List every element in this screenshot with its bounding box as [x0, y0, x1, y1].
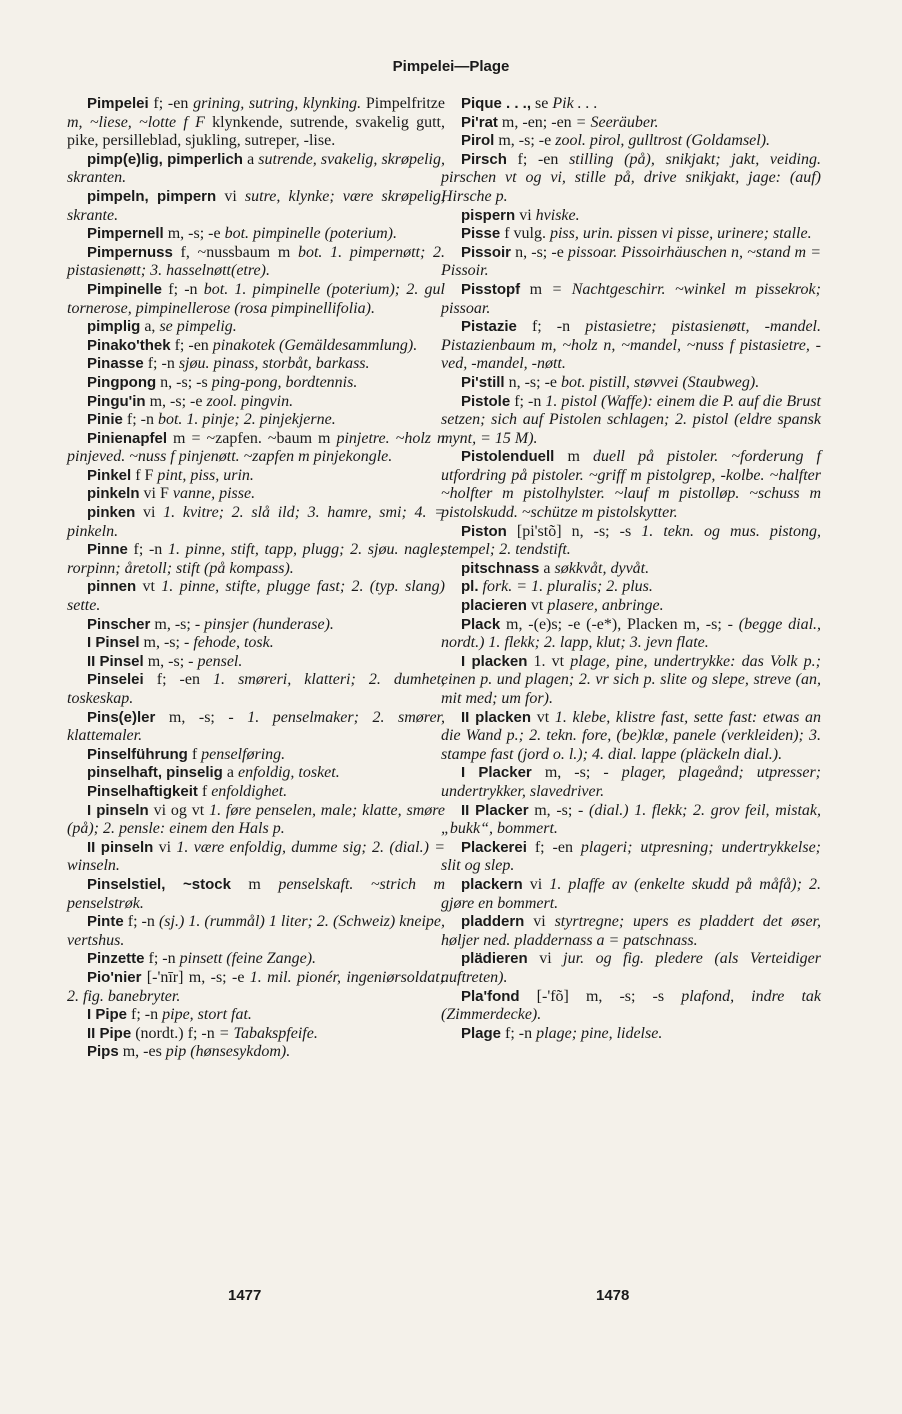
entry-translation: (sj.) 1. (rummål) 1 liter; 2. (Schweiz) kneipe, vertshus.	[67, 913, 445, 949]
entry-grammar: f; -en	[143, 671, 214, 689]
entry-headword: pladdern	[461, 913, 525, 931]
entry-grammar: a	[242, 150, 259, 168]
dictionary-entry	[441, 207, 821, 226]
entry-translation: pip (hønsesykdom).	[165, 1043, 291, 1061]
entry-grammar: m, -s; -e	[494, 132, 556, 150]
entry-grammar: f; -n	[123, 913, 159, 931]
entry-headword: II Pinsel	[87, 652, 144, 670]
dictionary-entry	[67, 950, 445, 969]
dictionary-entry	[441, 244, 821, 281]
entry-grammar: m, -s; -	[139, 634, 194, 652]
dictionary-entry	[67, 244, 445, 281]
entry-headword: pinselhaft, pinselig	[87, 764, 223, 782]
dictionary-entry	[441, 393, 821, 449]
entry-grammar: se	[531, 95, 553, 112]
entry-translation: pinsjer (hunderase).	[204, 615, 334, 633]
entry-translation: 1. føre penselen, male; klatte, smøre (på); 2. pensle: einem den Hals p.	[67, 801, 446, 838]
entry-translation: enfoldighet.	[211, 782, 288, 800]
entry-grammar: m, -s; -	[531, 764, 622, 782]
dictionary-entry	[67, 969, 445, 1006]
entry-headword: Pinienapfel	[87, 429, 168, 447]
entry-grammar: vi	[524, 913, 555, 931]
entry-headword: Piston	[461, 522, 507, 540]
entry-grammar: vi	[515, 206, 536, 224]
entry-grammar: m, -(e)s; -e (-e*), Placken m, -s; -	[500, 615, 739, 633]
entry-headword: pimplig	[87, 318, 141, 336]
entry-grammar: vi	[527, 950, 564, 968]
entry-headword: Pinako'thek	[87, 336, 171, 354]
entry-headword: pimpeln, pimpern	[87, 187, 217, 205]
entry-grammar: [-'fõ] m, -s; -s	[519, 987, 682, 1005]
entry-grammar: [pi'stõ] n, -s; -s	[506, 522, 642, 540]
entry-headword: Pingu'in	[87, 392, 146, 410]
entry-grammar: a	[539, 559, 555, 577]
dictionary-entry	[441, 281, 821, 318]
entry-headword: pinkeln	[87, 485, 140, 503]
dictionary-entry	[67, 504, 445, 541]
entry-translation: søkkvåt, dyvåt.	[554, 559, 650, 577]
dictionary-entry	[67, 1006, 445, 1025]
entry-headword: Pimpernell	[87, 225, 164, 243]
dictionary-entry	[441, 709, 821, 765]
dictionary-entry	[441, 764, 821, 801]
entry-translation: jur. og fig. pledere (als Verteidiger auftreten).	[441, 950, 822, 986]
entry-translation: duell på pistoler. ~forderung f utfordring på pistoler. ~griff m pistolgrep, -kolbe. ~halfter ~holfter m pistolhylster. ~lauf m pistolløp. ~schuss m pistolskudd. ~schütze m pistolskytter.	[441, 448, 821, 522]
dictionary-entry	[67, 913, 445, 950]
dictionary-entry	[67, 634, 445, 653]
entry-translation: 1. pinne, stifte, plugge fast; 2. (typ. slang) sette.	[67, 578, 445, 615]
entry-headword: Plage	[461, 1024, 502, 1042]
dictionary-entry	[67, 225, 445, 244]
dictionary-entry	[67, 151, 445, 188]
entry-translation: = Tabakspfeife.	[218, 1024, 318, 1042]
entry-headword: pispern	[461, 206, 516, 224]
dictionary-entry	[441, 523, 821, 560]
entry-headword: Pi'rat	[461, 113, 498, 131]
entry-grammar: Pimpelfritze	[361, 95, 445, 112]
entry-grammar: vi F	[139, 485, 173, 503]
dictionary-entry	[441, 132, 821, 151]
entry-grammar: m	[554, 448, 593, 466]
entry-translation: pissoar. Pissoirhäuschen n, ~stand m = Pissoir.	[441, 243, 822, 280]
dictionary-entry	[441, 653, 821, 709]
entry-headword: pinnen	[87, 578, 137, 596]
entry-translation: pinakotek (Gemäldesammlung).	[212, 336, 418, 354]
page-header: Pimpelei—Plage	[392, 58, 510, 75]
entry-headword: Pisstopf	[461, 280, 521, 298]
entry-translation: penselskaft. ~strich m penselstrøk.	[67, 875, 446, 912]
entry-headword: I placken	[461, 652, 528, 670]
entry-headword: pl.	[461, 578, 479, 596]
entry-headword: placieren	[461, 597, 527, 615]
entry-translation: bot. 1. pimpernøtt; 2. pistasienøtt; 3. hasselnøtt(etre).	[67, 243, 445, 280]
entry-headword: plackern	[461, 875, 523, 893]
entry-translation: 1. være enfoldig, dumme sig; 2. (dial.) = winseln.	[67, 838, 446, 875]
dictionary-entry	[67, 467, 445, 486]
entry-grammar: n, -s; -e	[511, 243, 568, 261]
dictionary-entry	[67, 671, 445, 708]
dictionary-entry	[441, 876, 821, 913]
entry-headword: Pinscher	[87, 615, 151, 633]
entry-headword: Pimpinelle	[87, 280, 163, 298]
entry-headword: Plackerei	[461, 838, 527, 856]
entry-headword: Pins(e)ler	[87, 708, 156, 726]
entry-translation: 1. pinne, stift, tapp, plugg; 2. sjøu. nagle; rorpinn; åretoll; stift (på kompass).	[67, 541, 445, 577]
entry-grammar: f; -n	[122, 411, 158, 429]
entry-grammar: vi	[216, 187, 245, 205]
entry-translation: vanne, pisse.	[172, 485, 256, 503]
entry-translation: piss, urin. pissen vi pisse, urinere; stalle.	[549, 225, 812, 243]
page-number-left: 1477	[228, 1287, 262, 1304]
entry-translation: enfoldig, tosket.	[237, 764, 340, 782]
entry-translation: se pimpelig.	[159, 318, 237, 336]
dictionary-entry	[67, 578, 445, 615]
entry-translation: penselføring.	[201, 745, 286, 763]
dictionary-entry	[441, 114, 821, 133]
entry-headword: I Pipe	[87, 1006, 128, 1024]
entry-translation: 1. pistol (Waffe): einem die P. auf die Brust setzen; sich auf Pistolen schlagen; 2. pistol (eldre spansk mynt, = 15 M).	[441, 392, 821, 447]
entry-grammar: f; -n	[162, 280, 204, 298]
entry-headword: plädieren	[461, 950, 528, 968]
dictionary-entry	[441, 225, 821, 244]
entry-grammar: vi	[153, 838, 177, 856]
entry-headword: I pinseln	[87, 801, 149, 819]
dictionary-entry	[67, 374, 445, 393]
entry-grammar: m, -en; -en	[497, 113, 576, 131]
dictionary-entry	[67, 95, 445, 151]
entry-grammar: m = ~zapfen. ~baum m	[167, 429, 337, 447]
entry-headword: Pinselei	[87, 671, 144, 689]
page-number-right: 1478	[596, 1287, 630, 1304]
entry-translation: plafond, indre tak (Zimmerdecke).	[441, 987, 821, 1024]
dictionary-entry	[441, 578, 821, 597]
entry-headword: II Pipe	[87, 1024, 132, 1042]
dictionary-entry	[441, 616, 821, 653]
entry-headword: Pingpong	[87, 373, 157, 391]
entry-translation: 1. klebe, klistre fast, sette fast: etwas an die Wand p.; 2. tekn. fore, (be)klæ, panele (verkleiden); 3. stampe fast (jord o. l.); 4. dial. lappe (pläckeln dial.).	[441, 708, 822, 763]
entry-translation: bot. 1. pinje; 2. pinjekjerne.	[157, 411, 336, 429]
entry-translation: = Seeräuber.	[575, 113, 659, 131]
entry-headword: Pinselführung	[87, 745, 188, 763]
entry-translation: styrtregne; upers es pladdert det øser, høljer ned. pladdernass a = patschnass.	[441, 913, 821, 949]
entry-translation: bot. 1. pimpinelle (poterium); 2. gul tornerose, pimpinellerose (rosa pimpinellifolia).	[67, 280, 445, 317]
entry-translation: pinsett (feine Zange).	[179, 950, 317, 968]
entry-headword: Pistazie	[461, 318, 517, 336]
entry-grammar: m, -es	[118, 1043, 166, 1061]
entry-translation: sjøu. pinass, storbåt, barkass.	[178, 355, 370, 373]
dictionary-entry	[441, 913, 821, 950]
entry-grammar: a,	[140, 318, 160, 336]
dictionary-entry	[441, 839, 821, 876]
entry-translation: 1. penselmaker; 2. smører, klattemaler.	[67, 708, 445, 745]
entry-headword: Pirol	[461, 132, 495, 150]
entry-translation: 1. plaffe av (enkelte skudd på måfå); 2. gjøre en bommert.	[441, 875, 821, 912]
entry-translation: plage, pine, undertrykke: das Volk p.; einen p. und plagen; 2. vr sich p. slite og slepe, streve (an, mit med; um for).	[441, 652, 821, 707]
entry-headword: Pimpelei	[87, 95, 149, 112]
dictionary-entry	[441, 318, 821, 374]
dictionary-entry	[67, 393, 445, 412]
dictionary-entry	[67, 709, 445, 746]
dictionary-entry	[67, 783, 445, 802]
entry-translation: pipe, stort fat.	[162, 1006, 252, 1024]
entry-translation: (dial.) 1. flekk; 2. grov feil, mistak, „bukk“, bommert.	[441, 801, 821, 838]
entry-translation: pinjetre. ~holz n pinjeved. ~nuss f pinjenøtt. ~zapfen m pinjekongle.	[67, 429, 445, 466]
entry-headword: Pinkel	[87, 466, 132, 484]
entry-headword: Pissoir	[461, 243, 512, 261]
entry-translation: plager, plageånd; utpresser; undertrykker, slavedriver.	[441, 764, 821, 800]
entry-grammar: m, -s; -e	[145, 392, 207, 410]
entry-translation: plage; pine, lidelse.	[536, 1024, 663, 1042]
entry-headword: Pips	[87, 1043, 119, 1061]
entry-headword: I Placker	[461, 764, 532, 782]
entry-headword: Pinselhaftigkeit	[87, 782, 198, 800]
entry-headword: pimp(e)lig, pimperlich	[87, 150, 243, 168]
entry-grammar: f; -n	[127, 1006, 163, 1024]
entry-translation: zool. pirol, gulltrost (Goldamsel).	[555, 132, 771, 150]
dictionary-entry	[67, 616, 445, 635]
entry-grammar: vt	[531, 708, 555, 726]
dictionary-entry	[67, 485, 445, 504]
entry-translation: bot. pimpinelle (poterium).	[224, 225, 397, 243]
entry-grammar: f; -n	[516, 318, 586, 336]
entry-grammar: m	[520, 280, 552, 298]
entry-headword: I Pinsel	[87, 634, 140, 652]
entry-grammar: [-'nīr] m, -s; -e	[141, 968, 250, 986]
dictionary-entry	[67, 411, 445, 430]
dictionary-entry	[441, 151, 821, 207]
dictionary-entry	[67, 839, 445, 876]
entry-translation: plasere, anbringe.	[547, 597, 664, 615]
entry-grammar: f; -en	[506, 150, 570, 168]
entry-translation: ping-pong, bordtennis.	[211, 373, 358, 391]
entry-translation: stilling (på), snikjakt; jakt, veiding. pirschen vt og vi, stille på, drive snikjakt, jage: (auf) Hirsche p.	[441, 150, 822, 205]
entry-translation: sutrende, svakelig, skrøpelig, skranten.	[67, 150, 445, 187]
entry-headword: Pla'fond	[461, 987, 520, 1005]
entry-grammar: f; -n	[510, 392, 546, 410]
entry-headword: Pinasse	[87, 355, 144, 373]
entry-grammar: 1. vt	[527, 652, 571, 670]
entry-headword: Pi'still	[461, 373, 505, 391]
dictionary-entry	[67, 746, 445, 765]
entry-headword: Pinne	[87, 541, 128, 559]
entry-grammar: m, -s; -	[528, 801, 589, 819]
entry-translation: fork. = 1. pluralis; 2. plus.	[482, 578, 653, 596]
entry-translation: = Nachtgeschirr. ~winkel m pissekrok; pissoar.	[441, 280, 821, 317]
entry-headword: II pinseln	[87, 838, 154, 856]
entry-headword: Pique . . .,	[461, 95, 532, 112]
entry-translation: 1. mil. pionér, ingeniørsoldat; 2. fig. banebryter.	[67, 968, 446, 1005]
entry-translation: (begge dial., nordt.) 1. flekk; 2. lapp, klut; 3. jevn flate.	[441, 615, 822, 652]
entry-grammar: vt	[526, 597, 548, 615]
entry-grammar: f, ~nussbaum m	[172, 243, 298, 261]
entry-headword: pinken	[87, 504, 136, 522]
entry-grammar: f; -n	[501, 1024, 537, 1042]
entry-grammar: f	[187, 745, 202, 763]
entry-grammar: m, -s; -	[155, 708, 248, 726]
entry-grammar: f; -n	[144, 950, 180, 968]
entry-grammar: vi	[522, 875, 550, 893]
dictionary-entry	[441, 95, 821, 114]
entry-translation: pensel.	[197, 652, 243, 670]
dictionary-entry	[67, 653, 445, 672]
dictionary-entry	[67, 541, 445, 578]
dictionary-entry	[441, 374, 821, 393]
dictionary-entry	[441, 950, 821, 987]
entry-grammar: f; -en	[526, 838, 581, 856]
entry-translation: sutre, klynke; være skrøpelig, skrante.	[67, 187, 446, 224]
dictionary-entry	[67, 876, 445, 913]
entry-headword: Pimpernuss	[87, 243, 173, 261]
entry-grammar: m	[230, 875, 279, 893]
entry-grammar: m, -s; -	[143, 652, 198, 670]
entry-grammar: n, -s; -e	[504, 373, 562, 391]
entry-translation: hviske.	[535, 206, 580, 224]
entry-headword: Pio'nier	[87, 968, 142, 986]
entry-grammar: m, -s; -e	[163, 225, 225, 243]
left-column	[67, 95, 445, 1062]
entry-headword: Pinie	[87, 411, 123, 429]
entry-grammar: f vulg.	[500, 225, 550, 243]
entry-translation: pint, piss, urin.	[157, 466, 254, 484]
entry-translation: pistasietre; pistasienøtt, -mandel. Pistazienbaum m, ~holz n, ~mandel, ~nuss f pistasietre, -ved, -mandel, -nøtt.	[441, 318, 822, 373]
entry-grammar: f; -n	[127, 541, 168, 559]
entry-headword: Pistolenduell	[461, 448, 555, 466]
entry-grammar: m, -s; -	[150, 615, 205, 633]
entry-translation: plageri; utpresning; undertrykkelse; slit og slep.	[441, 838, 822, 875]
dictionary-entry	[67, 802, 445, 839]
entry-grammar: f; -en	[170, 336, 213, 354]
entry-headword: II Placker	[461, 801, 529, 819]
dictionary-entry	[67, 281, 445, 318]
dictionary-entry	[67, 764, 445, 783]
entry-translation: fehode, tosk.	[193, 634, 274, 652]
entry-headword: Pisse	[461, 225, 501, 243]
entry-grammar: vi og vt	[148, 801, 210, 819]
dictionary-entry	[67, 355, 445, 374]
entry-translation: zool. pingvin.	[206, 392, 294, 410]
dictionary-entry	[441, 560, 821, 579]
entry-grammar: f; -n	[143, 355, 179, 373]
entry-headword: Pinselstiel, ~stock	[87, 875, 231, 893]
dictionary-entry	[441, 802, 821, 839]
entry-headword: Pistole	[461, 392, 511, 410]
dictionary-entry	[67, 337, 445, 356]
dictionary-entry	[441, 448, 821, 522]
dictionary-entry	[67, 188, 445, 225]
entry-translation: m, ~liese, ~lotte f F	[67, 113, 213, 131]
entry-headword: pitschnass	[461, 559, 540, 577]
entry-grammar: klynkende, sutrende, svakelig gutt, pike, persilleblad, sjukling, sutreper, -lise.	[67, 113, 446, 150]
entry-translation: 1. smøreri, klatteri; 2. dumhet, toskeskap.	[67, 671, 446, 707]
entry-grammar: n, -s; -s	[156, 373, 212, 391]
dictionary-entry	[441, 597, 821, 616]
entry-translation: 1. tekn. og mus. pistong, stempel; 2. tendstift.	[441, 522, 822, 559]
entry-headword: Plack	[461, 615, 501, 633]
entry-grammar: vt	[136, 578, 162, 596]
entry-grammar: a	[222, 764, 238, 782]
entry-translation: grining, sutring, klynking.	[193, 95, 362, 112]
entry-grammar: f	[197, 782, 212, 800]
entry-grammar: f F	[131, 466, 158, 484]
dictionary-entry	[441, 1025, 821, 1044]
dictionary-entry	[441, 988, 821, 1025]
dictionary-entry	[67, 318, 445, 337]
right-column	[441, 95, 821, 1043]
entry-headword: Pinzette	[87, 950, 145, 968]
dictionary-entry	[67, 1043, 445, 1062]
entry-translation: bot. pistill, støvvei (Staubweg).	[561, 373, 760, 391]
entry-headword: Pinte	[87, 913, 124, 931]
entry-grammar: vi	[135, 504, 164, 522]
entry-translation: Pik . . .	[552, 95, 598, 112]
entry-headword: Pirsch	[461, 150, 507, 168]
dictionary-entry	[67, 430, 445, 467]
entry-grammar: f; -en	[148, 95, 194, 112]
entry-translation: 1. kvitre; 2. slå ild; 3. hamre, smi; 4. = pinkeln.	[67, 504, 445, 540]
entry-grammar: (nordt.) f; -n	[131, 1024, 219, 1042]
dictionary-entry	[67, 1025, 445, 1044]
entry-headword: II placken	[461, 708, 532, 726]
